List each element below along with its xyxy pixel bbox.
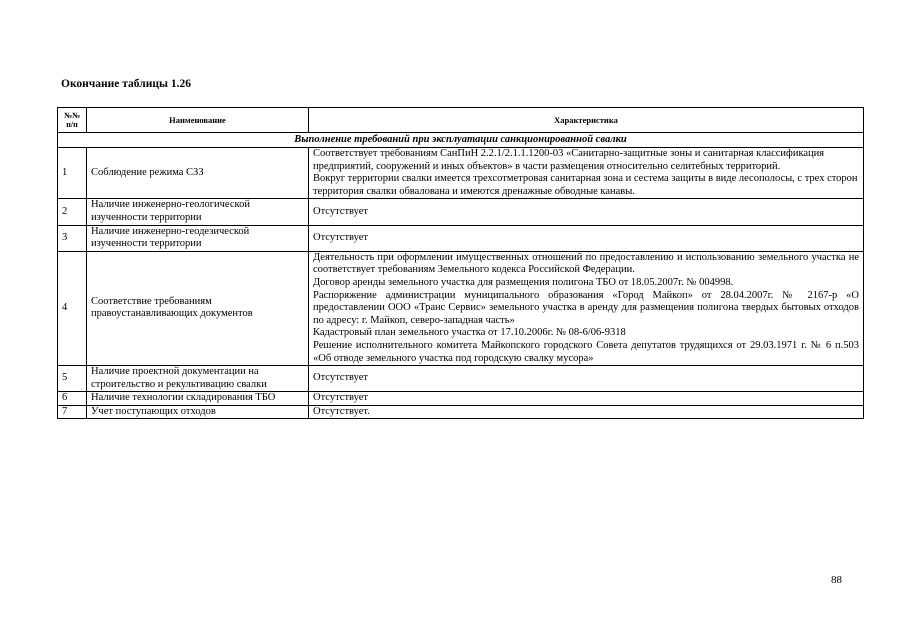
row-number: 2 [58, 199, 87, 225]
characteristic-paragraph: Решение исполнительного комитета Майкопского городского Совета депутатов трудящихся от 29.03.1971 г. № 6 п.503 «Об отводе земельного участка под городскую свалку мусора» [313, 339, 859, 364]
table-row [58, 392, 864, 406]
row-name: Соответствие требованиям правоустанавливающих документов [87, 251, 309, 365]
row-name: Наличие проектной документации на строительство и рекультивацию свалки [87, 366, 309, 392]
row-number: 6 [58, 392, 87, 406]
header-characteristic: Характеристика [309, 108, 864, 133]
characteristic-paragraph: Отсутствует [313, 231, 368, 243]
characteristic-paragraph: Распоряжение администрации муниципального образования «Город Майкоп» от 28.04.2007г. № 2167-р «О предоставлении ООО «Транс Сервис» земельного участка в аренду для размещения полигона твердых бытовых отходов по адресу: г. Майкоп, северо-западная часть» [313, 289, 859, 326]
row-name: Наличие технологии складирования ТБО [87, 392, 309, 406]
row-name: Наличие инженерно-геологической изученности территории [87, 199, 309, 225]
row-characteristic [309, 148, 864, 199]
row-number: 4 [58, 251, 87, 365]
section-row [58, 133, 864, 148]
header-name: Наименование [87, 108, 309, 133]
characteristic-paragraph: Отсутствует [313, 392, 368, 404]
characteristics-table [57, 107, 864, 419]
characteristic-paragraph: Отсутствует. [313, 405, 370, 417]
row-characteristic [309, 366, 864, 392]
table-row [58, 199, 864, 225]
header-number: №№ п/п [58, 108, 87, 133]
characteristic-paragraph: Вокруг территории свалки имеется трехсотметровая санитарная зона и сестема защиты в виде лесополосы, с трех сторон территория свалки обвалована и имеются дренажные обводные канавы. [313, 173, 858, 197]
table-row [58, 405, 864, 419]
page-number: 88 [831, 574, 842, 586]
table-header-row [58, 108, 864, 133]
table-caption: Окончание таблицы 1.26 [61, 78, 191, 90]
row-characteristic [309, 225, 864, 251]
table-row [58, 366, 864, 392]
row-number: 3 [58, 225, 87, 251]
row-characteristic [309, 251, 864, 365]
characteristic-paragraph: Кадастровый план земельного участка от 17.10.2006г. № 08-6/06-9318 [313, 327, 626, 339]
row-name: Соблюдение режима СЗЗ [87, 148, 309, 199]
characteristic-paragraph: Отсутствует [313, 372, 368, 384]
table-row [58, 148, 864, 199]
row-name: Учет поступающих отходов [87, 405, 309, 419]
row-characteristic [309, 199, 864, 225]
table-row [58, 251, 864, 365]
characteristic-paragraph: Отсутствует [313, 205, 368, 217]
characteristic-paragraph: Соответствует требованиям СанПиН 2.2.1/2.1.1.1200-03 «Санитарно-защитные зоны и санитарная классификация предприятий, сооружений и иных объектов» в части размещения относительно селитебных территорий. [313, 148, 825, 172]
row-characteristic [309, 392, 864, 406]
row-characteristic [309, 405, 864, 419]
row-name: Наличие инженерно-геодезической изученности территории [87, 225, 309, 251]
row-number: 7 [58, 405, 87, 419]
row-number: 5 [58, 366, 87, 392]
section-title: Выполнение требований при эксплуатации санкционированной свалки [58, 133, 864, 148]
characteristic-paragraph: Деятельность при оформлении имущественных отношений по предоставлению и использованию земельного участка не соответствует требованиям Земельного кодекса Российской Федерации. [313, 251, 859, 276]
characteristic-paragraph: Договор аренды земельного участка для размещения полигона ТБО от 18.05.2007г. № 004998. [313, 276, 734, 288]
row-number: 1 [58, 148, 87, 199]
table-row [58, 225, 864, 251]
